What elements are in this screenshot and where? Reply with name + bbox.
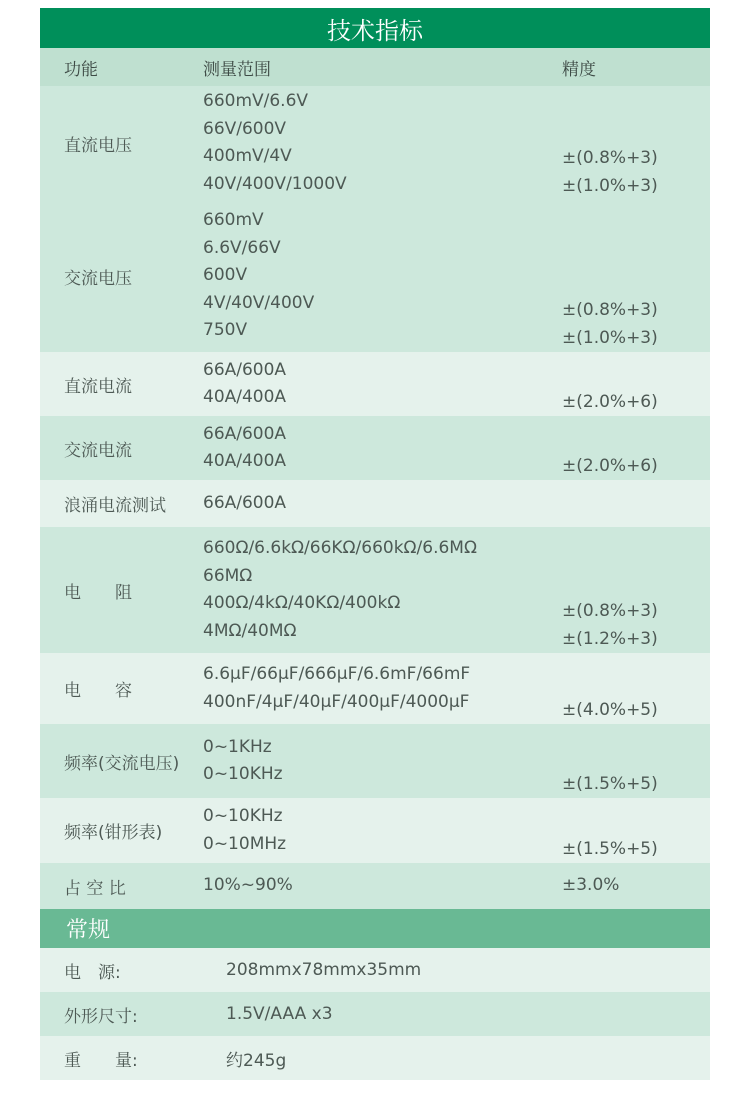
range-line: 0~10MHz	[203, 833, 287, 854]
range-cell	[203, 416, 562, 480]
range-line: 10%~90%	[203, 875, 293, 896]
range-cell	[203, 352, 562, 416]
range-line: 66A/600A	[203, 492, 287, 513]
range-cell	[203, 200, 562, 352]
general-label: 电 源:	[64, 962, 121, 983]
function-cell: 浪涌电流测试	[64, 496, 166, 516]
range-line: 66A/600A	[203, 359, 287, 380]
general-row	[40, 948, 710, 992]
accuracy-cell	[562, 527, 710, 653]
accuracy-cell	[562, 416, 710, 480]
function-cell: 频率(交流电压)	[64, 753, 180, 774]
table-row	[40, 653, 710, 724]
range-line: 40V/400V/1000V	[203, 173, 347, 194]
general-row	[40, 1036, 710, 1080]
range-line: 40A/400A	[203, 451, 287, 471]
general-label: 重 量:	[64, 1050, 138, 1071]
function-cell: 电 容	[64, 681, 132, 701]
table-row	[40, 724, 710, 798]
range-line: 6.6V/66V	[203, 237, 281, 258]
range-cell	[203, 863, 562, 909]
general-row	[40, 992, 710, 1036]
range-cell	[203, 527, 562, 653]
range-line: 400Ω/4kΩ/40KΩ/400kΩ	[203, 593, 401, 613]
range-line: 750V	[203, 320, 248, 341]
accuracy-line: ±(1.5%+5)	[562, 838, 658, 859]
accuracy-cell	[562, 352, 710, 416]
general-value: 约245g	[226, 1050, 287, 1071]
table-row	[40, 480, 710, 527]
function-cell: 占 空 比	[64, 878, 126, 899]
accuracy-cell	[562, 480, 710, 527]
range-line: 4MΩ/40MΩ	[203, 620, 297, 641]
function-cell: 交流电压	[64, 268, 132, 289]
accuracy-cell	[562, 86, 710, 200]
table-row	[40, 863, 710, 909]
range-cell	[203, 86, 562, 200]
accuracy-line: ±(0.8%+3)	[562, 300, 658, 320]
table-row	[40, 527, 710, 653]
range-cell	[203, 480, 562, 527]
spec-rows	[40, 86, 710, 909]
table-row	[40, 352, 710, 416]
function-cell: 电 阻	[64, 582, 132, 603]
accuracy-line: ±(0.8%+3)	[562, 148, 658, 168]
range-cell	[203, 724, 562, 798]
spec-sheet	[40, 8, 710, 1080]
accuracy-cell	[562, 798, 710, 863]
accuracy-line: ±3.0%	[562, 875, 620, 896]
accuracy-cell	[562, 653, 710, 724]
range-line: 66MΩ	[203, 565, 253, 586]
function-cell: 直流电流	[64, 376, 132, 397]
accuracy-line: ±(1.5%+5)	[562, 773, 658, 794]
table-row	[40, 200, 710, 352]
header-range: 测量范围	[203, 59, 271, 80]
general-value: 208mmx78mmx35mm	[226, 960, 422, 980]
header-accuracy: 精度	[562, 59, 596, 80]
table-header	[40, 48, 710, 86]
range-line: 66A/600A	[203, 423, 287, 444]
range-line: 600V	[203, 265, 248, 286]
range-line: 400mV/4V	[203, 146, 292, 166]
accuracy-line: ±(0.8%+3)	[562, 601, 658, 621]
accuracy-line: ±(1.0%+3)	[562, 175, 658, 196]
general-title: 常规	[40, 909, 710, 948]
general-rows	[40, 948, 710, 1080]
range-cell	[203, 653, 562, 724]
general-value: 1.5V/AAA x3	[226, 1004, 333, 1024]
range-line: 0~10KHz	[203, 764, 283, 784]
accuracy-line: ±(4.0%+5)	[562, 699, 658, 720]
accuracy-line: ±(1.0%+3)	[562, 327, 658, 348]
general-label: 外形尺寸:	[64, 1006, 138, 1027]
accuracy-cell	[562, 724, 710, 798]
spec-title: 技术指标	[40, 8, 710, 48]
range-line: 6.6μF/66μF/666μF/6.6mF/66mF	[203, 664, 471, 684]
range-line: 660mV	[203, 210, 264, 231]
range-line: 660Ω/6.6kΩ/66KΩ/660kΩ/6.6MΩ	[203, 538, 477, 558]
accuracy-cell	[562, 863, 710, 909]
table-row	[40, 416, 710, 480]
table-row	[40, 86, 710, 200]
accuracy-cell	[562, 200, 710, 352]
range-line: 0~1KHz	[203, 736, 272, 757]
range-line: 4V/40V/400V	[203, 292, 315, 313]
range-line: 660mV/6.6V	[203, 91, 309, 111]
range-line: 0~10KHz	[203, 806, 283, 826]
function-cell: 频率(钳形表)	[64, 823, 163, 843]
range-line: 400nF/4μF/40μF/400μF/4000μF	[203, 691, 470, 712]
accuracy-line: ±(2.0%+6)	[562, 391, 658, 412]
range-line: 40A/400A	[203, 387, 287, 407]
function-cell: 直流电压	[64, 135, 132, 156]
table-row	[40, 798, 710, 863]
accuracy-line: ±(1.2%+3)	[562, 628, 658, 649]
function-cell: 交流电流	[64, 440, 132, 461]
header-function: 功能	[64, 59, 98, 80]
range-line: 66V/600V	[203, 118, 287, 139]
accuracy-line: ±(2.0%+6)	[562, 455, 658, 476]
range-cell	[203, 798, 562, 863]
